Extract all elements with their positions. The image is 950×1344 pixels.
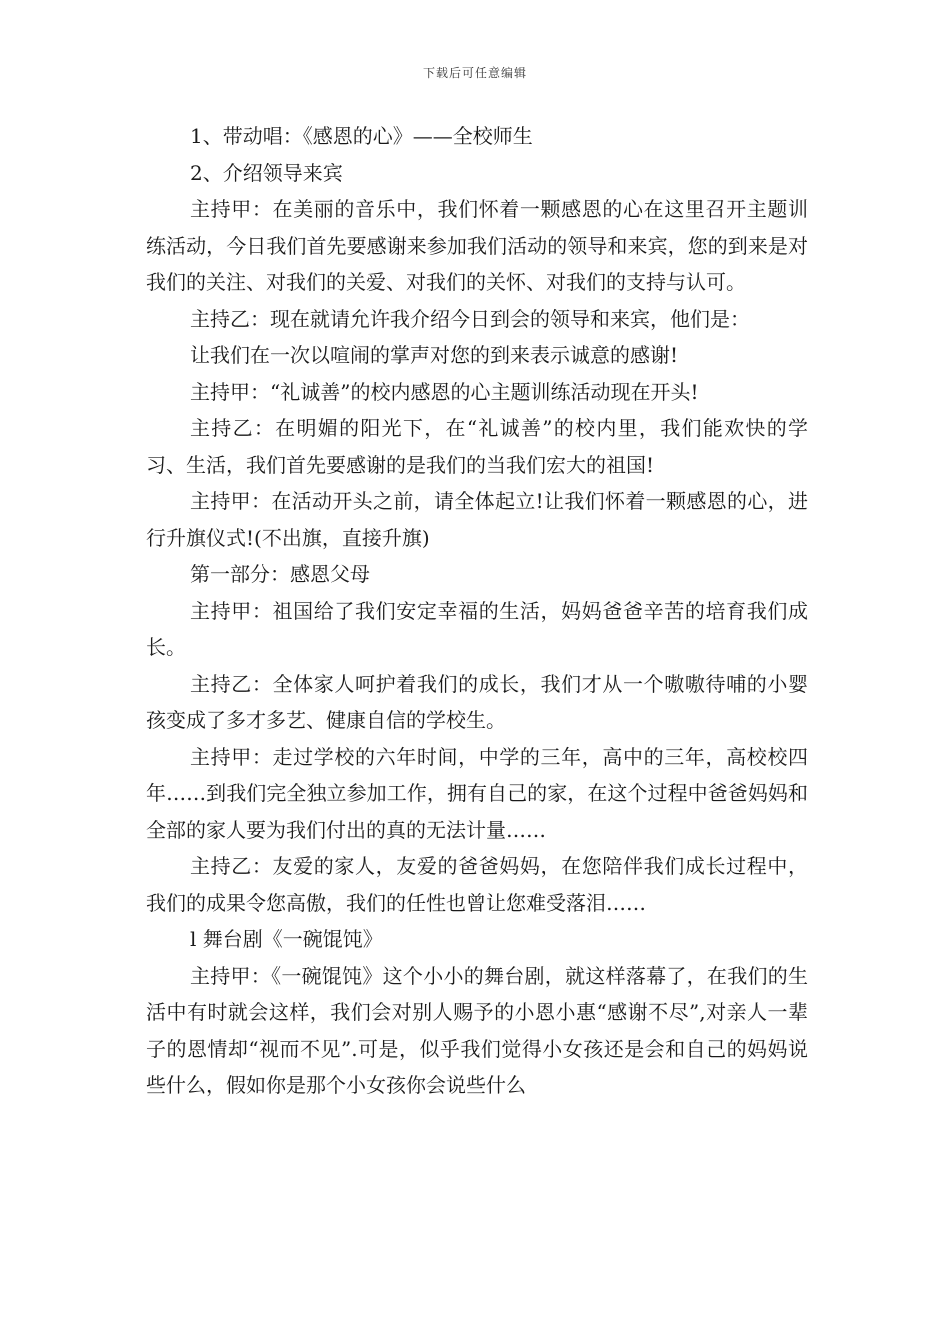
paragraph-host-a-start: 主持甲：“礼诚善”的校内感恩的心主题训练活动现在开头! xyxy=(190,379,699,404)
paragraph-host-a-parents: 主持甲：祖国给了我们安定幸福的生活，妈妈爸爸辛苦的培育我们成长。 xyxy=(146,598,808,659)
paragraph-host-b-growth: 主持乙：友爱的家人，友爱的爸爸妈妈，在您陪伴我们成长过程中，我们的成果令您高傲，我们的任性也曾让您难受落泪…… xyxy=(146,854,808,915)
paragraph-host-a-play-reflection: 主持甲：《一碗馄饨》这个小小的舞台剧，就这样落幕了，在我们的生活中有时就会这样，我们会对别人赐予的小恩小惠“感谢不尽”,对亲人一辈子的恩情却“视而不见”.可是，似乎我们觉得小女孩还是会和自己的妈妈说些什么，假如你是那个小女孩你会说些什么 xyxy=(146,963,808,1097)
document-body xyxy=(146,118,808,1104)
paragraph-stage-play-title: l 舞台剧《一碗馄饨》 xyxy=(190,927,383,951)
paragraph-host-a-flag: 主持甲：在活动开头之前，请全体起立!让我们怀着一颗感恩的心，进行升旗仪式!(不出旗，直接升旗) xyxy=(146,489,808,550)
paragraph-sing-along: 1、带动唱：《感恩的心》——全校师生 xyxy=(190,124,533,148)
paragraph-applause: 让我们在一次以喧闹的掌声对您的到来表示诚意的感谢! xyxy=(190,343,679,367)
section-heading-part-one: 第一部分：感恩父母 xyxy=(190,562,370,586)
paragraph-introduce-guests: 2、介绍领导来宾 xyxy=(190,160,343,185)
paragraph-host-b-introduce: 主持乙：现在就请允许我介绍今日到会的领导和来宾，他们是： xyxy=(190,306,750,331)
paragraph-host-a-opening: 主持甲：在美丽的音乐中，我们怀着一颗感恩的心在这里召开主题训练活动，今日我们首先要感谢来参加我们活动的领导和来宾，您的到来是对我们的关注、对我们的关爱、对我们的关怀、对我们的支持与认可。 xyxy=(146,197,808,294)
paragraph-host-b-family: 主持乙：全体家人呵护着我们的成长，我们才从一个嗷嗷待哺的小婴孩变成了多才多艺、健康自信的学校生。 xyxy=(146,671,808,732)
paragraph-host-a-school-years: 主持甲：走过学校的六年时间，中学的三年，高中的三年，高校校四年……到我们完全独立参加工作，拥有自己的家，在这个过程中爸爸妈妈和全部的家人要为我们付出的真的无法计量…… xyxy=(146,744,808,842)
paragraph-host-b-motherland: 主持乙：在明媚的阳光下，在“礼诚善”的校内里，我们能欢快的学习、生活，我们首先要感谢的是我们的当我们宏大的祖国! xyxy=(146,416,808,477)
page-header: 下载后可任意编辑 xyxy=(422,66,527,80)
